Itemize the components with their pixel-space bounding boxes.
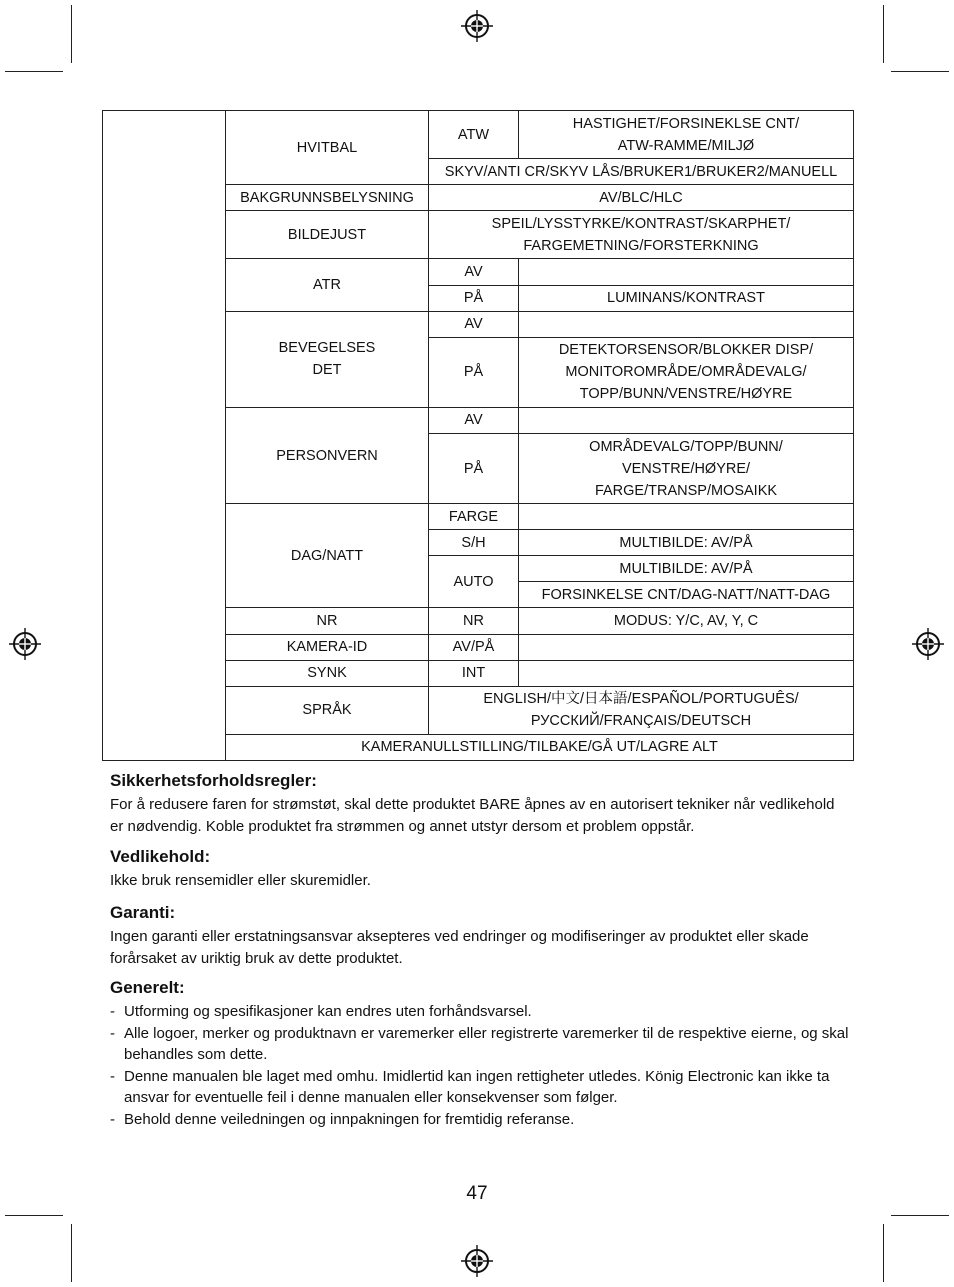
atw-options-line-2: ATW-RAMME/MILJØ	[617, 137, 755, 154]
safety-section	[110, 770, 850, 837]
menu-label-hvitbal: HVITBAL	[226, 111, 429, 185]
personvern-options-line-1: OMRÅDEVALG/TOPP/BUNN/	[589, 438, 783, 455]
bevegelses-options-line-1: DETEKTORSENSOR/BLOKKER DISP/	[558, 342, 814, 359]
registration-mark-bottom-icon	[461, 1245, 493, 1277]
menu-label-bakgrunnsbelysning: BAKGRUNNSBELYSNING	[226, 185, 429, 211]
list-item-text: Utforming og spesifikasjoner kan endres uten forhåndsvarsel.	[124, 1003, 532, 1020]
bullet-dash: -	[110, 1024, 115, 1042]
registration-mark-left-icon	[9, 628, 41, 660]
bevegelses-av: AV	[429, 311, 519, 337]
safety-body: For å redusere faren for strømstøt, skal dette produktet BARE åpnes av en autorisert tekniker når vedlikehold er nødvendig. Koble produktet fra strømmen og annet utstyr dersom et problem oppstår.	[110, 796, 835, 835]
bevegelses-options-line-3: TOPP/BUNN/VENSTRE/HØYRE	[579, 386, 793, 403]
general-heading: Generelt:	[110, 978, 185, 997]
personvern-av-options	[519, 407, 854, 433]
bakgrunnsbelysning-options: AV/BLC/HLC	[429, 185, 854, 211]
menu-label-dag-natt: DAG/NATT	[226, 504, 429, 608]
personvern-options-line-2: VENSTRE/HØYRE/	[621, 460, 751, 477]
dagnatt-farge: FARGE	[429, 504, 519, 530]
warranty-section	[110, 902, 850, 969]
menu-label-personvern: PERSONVERN	[226, 407, 429, 503]
personvern-pa-options	[519, 433, 854, 503]
bevegelses-pa-options	[519, 337, 854, 407]
bevegelses-label-line-2: DET	[312, 362, 342, 379]
crop-mark-bottom-right-horizontal	[891, 1215, 949, 1216]
crop-mark-top-right-horizontal	[891, 71, 949, 72]
registration-mark-right-icon	[912, 628, 944, 660]
list-item	[110, 1066, 850, 1109]
atr-av: AV	[429, 259, 519, 285]
dagnatt-sh-options: MULTIBILDE: AV/PÅ	[519, 530, 854, 556]
registration-mark-top-icon	[461, 10, 493, 42]
menu-label-nr: NR	[226, 608, 429, 634]
blank-menu-column	[103, 111, 226, 761]
dagnatt-auto: AUTO	[429, 556, 519, 608]
atr-pa: PÅ	[429, 285, 519, 311]
menu-label-bildejust: BILDEJUST	[226, 211, 429, 259]
personvern-options-line-3: FARGE/TRANSP/MOSAIKK	[594, 482, 778, 499]
list-item-text: Behold denne veiledningen og innpakningen for fremtidig referanse.	[124, 1110, 575, 1128]
sprak-options-line-1: ENGLISH/中文/日本語/ESPAÑOL/PORTUGUÊS/	[483, 691, 799, 708]
dagnatt-auto-options-1: MULTIBILDE: AV/PÅ	[519, 556, 854, 582]
atw-options	[519, 111, 854, 159]
bullet-dash: -	[110, 1067, 115, 1085]
synk-options	[519, 660, 854, 686]
bevegelses-pa: PÅ	[429, 337, 519, 407]
personvern-av: AV	[429, 407, 519, 433]
maintenance-heading: Vedlikehold:	[110, 847, 211, 866]
list-item	[110, 1109, 850, 1131]
camera-reset-row: KAMERANULLSTILLING/TILBAKE/GÅ UT/LAGRE ALT	[226, 734, 854, 760]
nr-value: NR	[429, 608, 519, 634]
bevegelses-av-options	[519, 311, 854, 337]
bildejust-options	[429, 211, 854, 259]
dagnatt-sh: S/H	[429, 530, 519, 556]
crop-mark-top-right-vertical	[883, 5, 884, 63]
warranty-heading: Garanti:	[110, 903, 176, 922]
menu-structure-table	[102, 110, 854, 761]
bevegelses-options-line-2: MONITOROMRÅDE/OMRÅDEVALG/	[565, 364, 807, 381]
general-list	[110, 1001, 850, 1130]
menu-label-sprak: SPRÅK	[226, 686, 429, 734]
bildejust-options-line-2: FARGEMETNING/FORSTERKNING	[523, 237, 759, 254]
menu-label-bevegelses-det	[226, 311, 429, 407]
dagnatt-auto-options-2: FORSINKELSE CNT/DAG-NATT/NATT-DAG	[519, 582, 854, 608]
bullet-dash: -	[110, 1110, 115, 1128]
atr-pa-options: LUMINANS/KONTRAST	[519, 285, 854, 311]
crop-mark-bottom-left-vertical	[71, 1224, 72, 1282]
menu-label-atr: ATR	[226, 259, 429, 311]
list-item	[110, 1023, 850, 1066]
kamera-id-value: AV/PÅ	[429, 634, 519, 660]
sprak-options	[429, 686, 854, 734]
hvitbal-options: SKYV/ANTI CR/SKYV LÅS/BRUKER1/BRUKER2/MANUELL	[429, 159, 854, 185]
atw-options-line-1: HASTIGHET/FORSINEKLSE CNT/	[572, 115, 800, 132]
warranty-body: Ingen garanti eller erstatningsansvar aksepteres ved endringer og modifiseringer av produktet eller skade forårsaket av uriktig bruk av dette produktet.	[110, 928, 809, 967]
personvern-pa: PÅ	[429, 433, 519, 503]
atr-av-options	[519, 259, 854, 285]
bevegelses-label-line-1: BEVEGELSES	[278, 340, 376, 357]
crop-mark-bottom-left-horizontal	[5, 1215, 63, 1216]
kamera-id-options	[519, 634, 854, 660]
submenu-atw: ATW	[429, 111, 519, 159]
list-item	[110, 1001, 850, 1023]
sprak-options-line-2: РУССКИЙ/FRANÇAIS/DEUTSCH	[530, 713, 752, 730]
list-item-text: Alle logoer, merker og produktnavn er varemerker eller registrerte varemerker til de respektive eierne, og skal behandles som dette.	[124, 1024, 849, 1063]
crop-mark-bottom-right-vertical	[883, 1224, 884, 1282]
safety-heading: Sikkerhetsforholdsregler:	[110, 771, 317, 790]
synk-value: INT	[429, 660, 519, 686]
nr-options: MODUS: Y/C, AV, Y, C	[519, 608, 854, 634]
general-section	[110, 977, 850, 1130]
bullet-dash: -	[110, 1003, 115, 1020]
bildejust-options-line-1: SPEIL/LYSSTYRKE/KONTRAST/SKARPHET/	[491, 215, 791, 232]
page-number: 47	[466, 1183, 488, 1204]
list-item-text: Denne manualen ble laget med omhu. Imidlertid kan ingen rettigheter utledes. König Electronic kan ikke ta ansvar for eventuelle feil i denne manualen eller konsekvenser som følger.	[124, 1067, 830, 1106]
maintenance-body: Ikke bruk rensemidler eller skuremidler.	[110, 872, 371, 889]
maintenance-section	[110, 846, 850, 892]
menu-label-synk: SYNK	[226, 660, 429, 686]
crop-mark-top-left-vertical	[71, 5, 72, 63]
crop-mark-top-left-horizontal	[5, 71, 63, 72]
dagnatt-farge-options	[519, 504, 854, 530]
menu-label-kamera-id: KAMERA-ID	[226, 634, 429, 660]
